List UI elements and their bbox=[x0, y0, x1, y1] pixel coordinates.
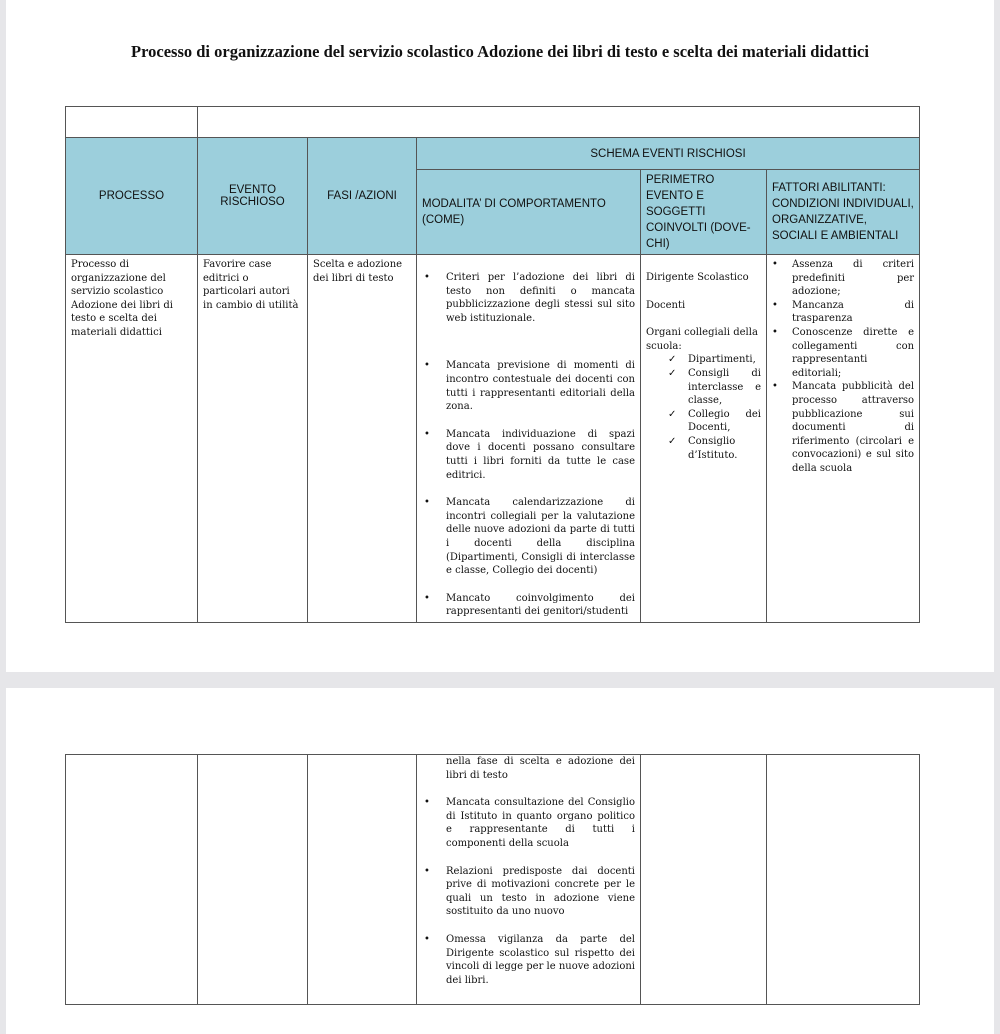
modalita-continuation-cell bbox=[417, 755, 641, 1005]
document-title: Processo di organizzazione del servizio scolastico Adozione dei libri di testo e scelta dei materiali didattici bbox=[131, 42, 869, 61]
header-evento-rischioso: EVENTO RISCHIOSO bbox=[198, 138, 308, 255]
table-row bbox=[66, 255, 920, 623]
list-item: • Criteri per l’adozione dei libri di testo non definiti o mancata pubblicizzazione degli stessi sul sito web istituzionale. bbox=[446, 271, 635, 325]
risk-table-continuation bbox=[65, 754, 920, 1005]
fattori-cell bbox=[767, 255, 920, 623]
processo-cell: Processo di organizzazione del servizio scolastico Adozione dei libri di testo e scelta dei materiali didattici bbox=[66, 255, 198, 623]
document-page-1 bbox=[6, 0, 994, 672]
empty-cell bbox=[308, 755, 417, 1005]
organi-list bbox=[646, 353, 761, 462]
risk-table bbox=[65, 106, 920, 623]
table-row bbox=[66, 755, 920, 1005]
list-item: • Mancata individuazione di spazi dove i docenti possano consultare tutti i libri forniti da tutte le case editrici. bbox=[446, 428, 635, 482]
header-row-1 bbox=[66, 138, 920, 170]
modalita-list bbox=[422, 271, 635, 619]
list-item: • Conoscenze dirette e collegamenti con rappresentanti editoriali; bbox=[792, 326, 914, 380]
list-item: • Mancanza di trasparenza bbox=[792, 299, 914, 326]
modalita-list-continued bbox=[422, 796, 635, 987]
perimetro-organi: Organi collegiali della scuola: bbox=[646, 327, 758, 352]
evento-cell: Favorire case editrici o particolari autori in cambio di utilità bbox=[198, 255, 308, 623]
perimetro-dirigente: Dirigente Scolastico bbox=[646, 272, 749, 283]
list-item: • Mancato coinvolgimento dei rappresentanti dei genitori/studenti bbox=[446, 592, 635, 619]
empty-cell bbox=[641, 755, 767, 1005]
list-item: • Mancata pubblicità del processo attraverso pubblicazione sui documenti di riferimento (circolari e convocazioni) e sul sito della scuola bbox=[792, 380, 914, 475]
fattori-list bbox=[772, 258, 914, 476]
list-item: • Omessa vigilanza da parte del Dirigente scolastico sul rispetto dei vincoli di legge per le nuove adozioni dei libri. bbox=[446, 933, 635, 987]
list-item: ✓ Consiglio d’Istituto. bbox=[688, 435, 761, 462]
list-item: ✓ Consigli di interclasse e classe, bbox=[688, 367, 761, 408]
modalita-cell bbox=[417, 255, 641, 623]
list-item: ✓ Dipartimenti, bbox=[688, 353, 761, 367]
modalita-continuation-text: nella fase di scelta e adozione dei libri di testo bbox=[446, 756, 635, 781]
perimetro-docenti: Docenti bbox=[646, 299, 686, 311]
empty-cell bbox=[66, 755, 198, 1005]
list-item: • Mancata consultazione del Consiglio di Istituto in quanto organo politico e rappresentante di tutti i componenti della scuola bbox=[446, 796, 635, 850]
fasi-cell: Scelta e adozione dei libri di testo bbox=[308, 255, 417, 623]
header-fasi-azioni: FASI /AZIONI bbox=[308, 138, 417, 255]
empty-cell bbox=[198, 755, 308, 1005]
empty-cell bbox=[66, 107, 198, 138]
list-item: • Relazioni predisposte dai docenti prive di motivazioni concrete per le quali un testo in adozione viene sostituito da uno nuovo bbox=[446, 865, 635, 919]
header-schema-eventi: SCHEMA EVENTI RISCHIOSI bbox=[417, 138, 920, 170]
list-item: • Mancata calendarizzazione di incontri collegiali per la valutazione delle nuove adozioni da parte di tutti i docenti della disciplina (Dipartimenti, Consigli di interclasse e classe, Collegio dei docenti) bbox=[446, 496, 635, 578]
document-page-2 bbox=[6, 688, 994, 1034]
header-modalita: MODALITA’ DI COMPORTAMENTO (COME) bbox=[417, 170, 641, 255]
list-item: • Mancata previsione di momenti di incontro contestuale dei docenti con tutti i rappresentanti editoriali della zona. bbox=[446, 359, 635, 413]
list-item: • Assenza di criteri predefiniti per adozione; bbox=[792, 258, 914, 299]
empty-cell bbox=[767, 755, 920, 1005]
empty-top-row bbox=[66, 107, 920, 138]
header-processo: PROCESSO bbox=[66, 138, 198, 255]
empty-cell bbox=[198, 107, 920, 138]
header-fattori: FATTORI ABILITANTI: CONDIZIONI INDIVIDUALI, ORGANIZZATIVE, SOCIALI E AMBIENTALI bbox=[767, 170, 920, 255]
list-item: ✓ Collegio dei Docenti, bbox=[688, 408, 761, 435]
header-perimetro: PERIMETRO EVENTO E SOGGETTI COINVOLTI (DOVE-CHI) bbox=[641, 170, 767, 255]
perimetro-cell bbox=[641, 255, 767, 623]
